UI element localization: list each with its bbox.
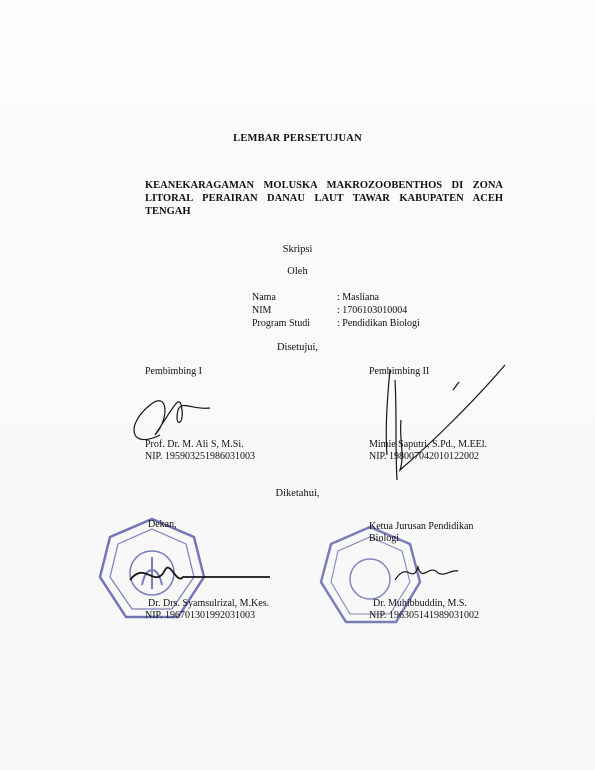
advisor1-role: Pembimbing I — [145, 366, 202, 377]
head-signature — [390, 555, 460, 590]
approved-label: Disetujui, — [276, 342, 319, 353]
dean-role: Dekan, — [148, 519, 177, 530]
thesis-title-line: TENGAH — [145, 206, 191, 217]
advisor2-name: Mimie Saputri, S.Pd., M.EEl. — [369, 439, 488, 450]
dean-nip: NIP. 196701301992031003 — [145, 610, 256, 621]
head-nip: NIP. 196305141989031002 — [369, 610, 480, 621]
dean-signature — [125, 555, 275, 595]
advisor1-name: Prof. Dr. M. Ali S, M.Si. — [145, 439, 244, 450]
advisor2-role: Pembimbing II — [369, 366, 430, 377]
thesis-title — [145, 179, 503, 218]
page-title: LEMBAR PERSETUJUAN — [233, 133, 362, 144]
advisor2-nip: NIP. 198007042010122002 — [369, 451, 480, 462]
by-label: Oleh — [287, 266, 308, 277]
identity-value: : 1706103010004 — [337, 305, 408, 316]
identity-label: NIM — [252, 305, 272, 316]
head-role-line1: Ketua Jurusan Pendidikan — [369, 521, 474, 532]
identity-value: : Pendidikan Biologi — [337, 318, 420, 329]
head-role-line2: Biologi — [369, 533, 400, 544]
thesis-title-line: LITORAL PERAIRAN DANAU LAUT TAWAR KABUPATEN ACEH — [145, 193, 503, 204]
identity-label: Nama — [252, 292, 276, 303]
advisor2-signature — [375, 360, 515, 495]
identity-label: Program Studi — [252, 318, 311, 329]
advisor1-nip: NIP. 195903251986031003 — [145, 451, 256, 462]
document-type: Skripsi — [282, 244, 313, 255]
identity-value: : Masliana — [337, 292, 379, 303]
thesis-title-line: KEANEKARAGAMAN MOLUSKA MAKROZOOBENTHOS DI ZONA — [145, 180, 503, 191]
head-name: Dr. Muhibbuddin, M.S. — [373, 598, 467, 609]
dean-name: Dr. Drs. Syamsulrizal, M.Kes. — [148, 598, 270, 609]
acknowledged-label: Diketahui, — [275, 488, 320, 499]
